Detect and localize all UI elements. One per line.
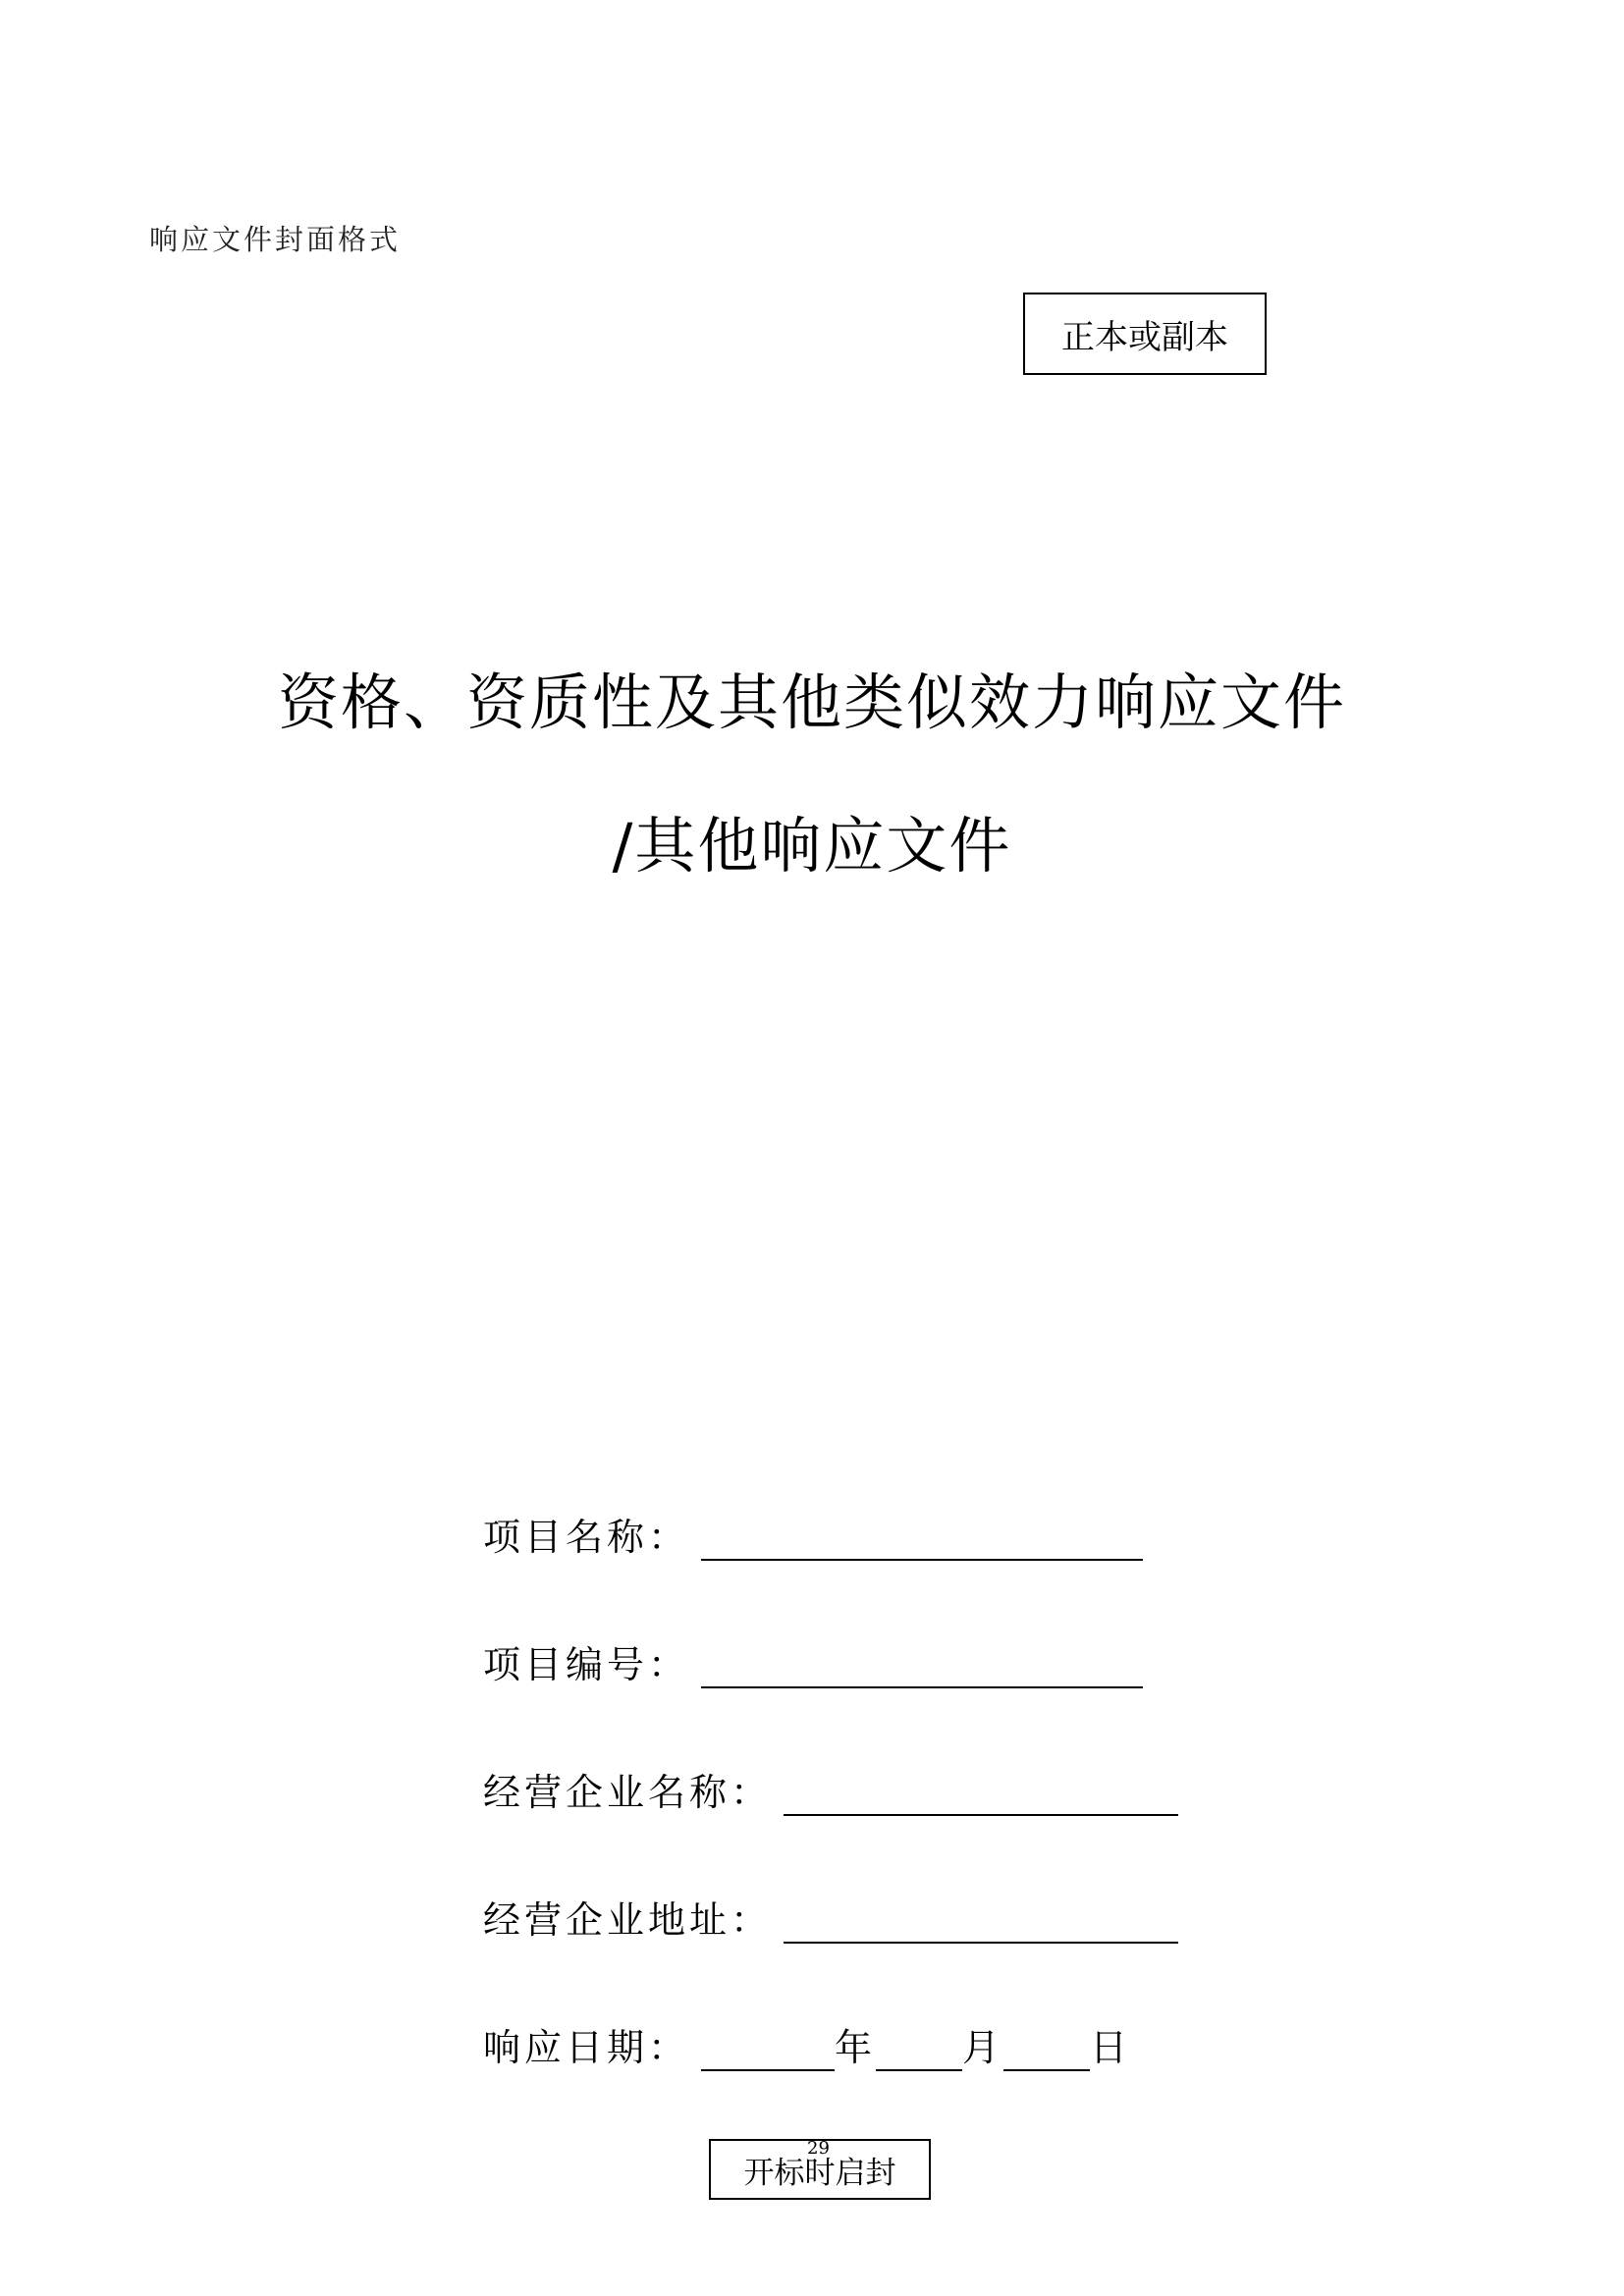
project-number-blank-line [701,1647,1143,1688]
company-address-label: 经营企业地址： [483,1898,773,1942]
year-label: 年 [835,2026,877,2069]
document-title-line-2: /其他响应文件 [612,810,1012,881]
project-number-field [483,1637,1143,1688]
original-or-copy-label: 正本或副本 [1061,317,1228,357]
company-name-field [483,1765,1178,1816]
cover-format-note: 响应文件封面格式 [149,223,402,256]
response-date-label: 响应日期： [483,2026,690,2069]
original-or-copy-box [1023,293,1267,375]
company-name-blank-line [784,1775,1178,1816]
day-label: 日 [1090,2026,1132,2069]
company-address-blank-line [784,1902,1178,1944]
month-label: 月 [962,2026,1004,2069]
seal-note-label: 开标时启封 [743,2155,896,2191]
project-name-field [483,1510,1143,1561]
document-title-line-1: 资格、资质性及其他类似效力响应文件 [277,667,1346,738]
year-blank-line [701,2030,835,2071]
project-number-label: 项目编号： [483,1643,690,1686]
company-name-label: 经营企业名称： [483,1771,773,1814]
response-date-field [483,2020,1131,2071]
project-name-label: 项目名称： [483,1516,690,1559]
day-blank-line [1003,2030,1090,2071]
project-name-blank-line [701,1520,1143,1561]
month-blank-line [876,2030,962,2071]
company-address-field [483,1893,1178,1944]
page-number: 29 [807,2138,830,2159]
